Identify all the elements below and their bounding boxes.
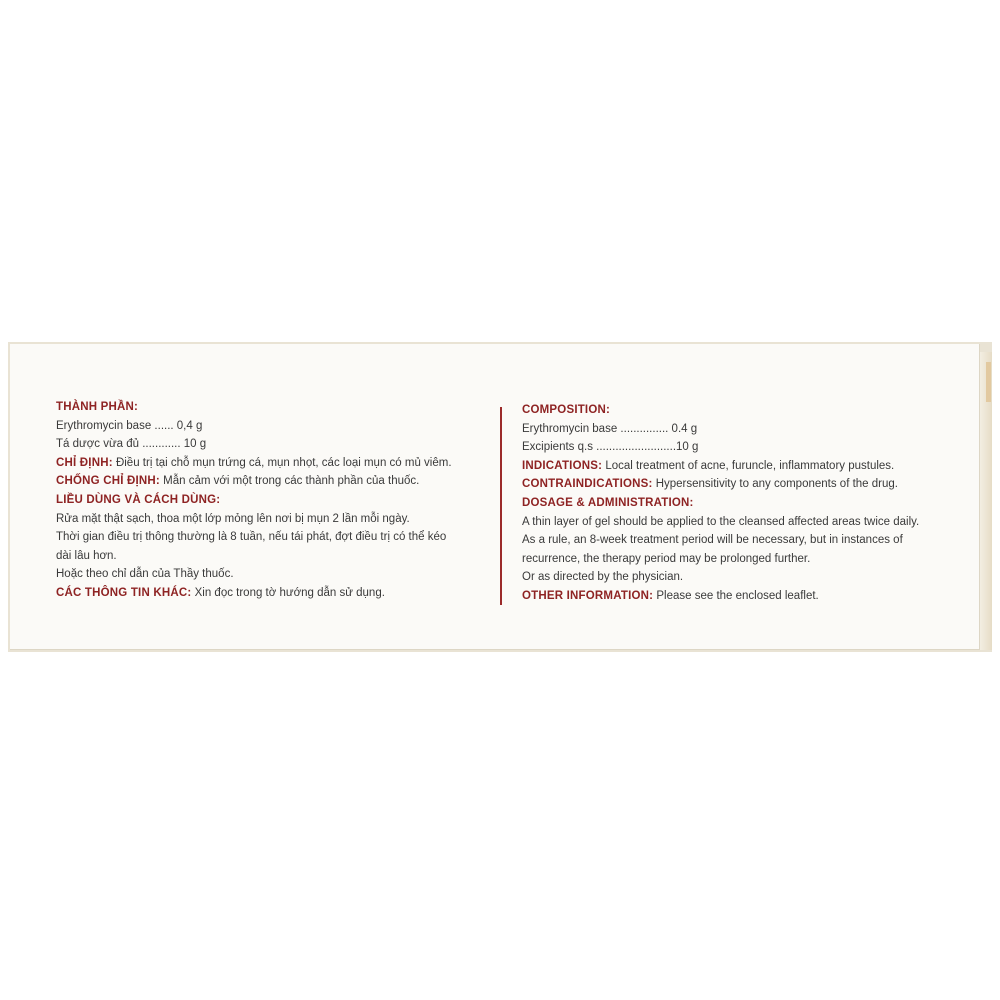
dosage-line-4: Or as directed by the physician. — [522, 571, 684, 584]
indications-text: Local treatment of acne, furuncle, inflammatory pustules. — [602, 459, 895, 472]
lieu-dung-line-3: dài lâu hơn. — [56, 549, 117, 562]
vi-ingredient-2: Tá dược vừa đủ ............ 10 g — [56, 438, 207, 451]
chong-chi-dinh-text: Mẫn cảm với một trong các thành phần của thuốc. — [159, 475, 420, 488]
other-info-text: Please see the enclosed leaflet. — [653, 589, 819, 602]
vietnamese-column — [56, 398, 496, 603]
composition-heading: COMPOSITION: — [522, 404, 611, 416]
indications-row — [522, 457, 942, 476]
chi-dinh-row — [56, 454, 496, 473]
column-divider — [500, 407, 502, 605]
dosage-line-1: A thin layer of gel should be applied to the cleansed affected areas twice daily. — [522, 515, 920, 528]
chong-chi-dinh-row — [56, 472, 496, 491]
box-side-strip — [986, 362, 991, 402]
lieu-dung-line-2: Thời gian điều trị thông thường là 8 tuần, nếu tái phát, đợt điều trị có thể kéo — [56, 531, 447, 544]
chi-dinh-text: Điều trị tại chỗ mụn trứng cá, mụn nhọt, các loại mụn có mủ viêm. — [112, 456, 452, 469]
indications-heading: INDICATIONS: — [522, 459, 603, 472]
thong-tin-heading: CÁC THÔNG TIN KHÁC: — [56, 586, 192, 599]
dosage-line-3: recurrence, the therapy period may be prolonged further. — [522, 552, 811, 565]
en-ingredient-2: Excipients q.s .........................10 g — [522, 441, 699, 454]
en-ingredient-1: Erythromycin base ............... 0.4 g — [522, 422, 698, 435]
other-info-heading: OTHER INFORMATION: — [522, 589, 654, 602]
contraindications-text: Hypersensitivity to any components of the drug. — [652, 478, 898, 491]
chong-chi-dinh-heading: CHỐNG CHỈ ĐỊNH: — [56, 475, 160, 488]
lieu-dung-line-1: Rửa mặt thật sạch, thoa một lớp mỏng lên nơi bị mụn 2 lần mỗi ngày. — [56, 512, 410, 525]
chi-dinh-heading: CHỈ ĐỊNH: — [56, 456, 113, 469]
thanh-phan-heading: THÀNH PHẦN: — [56, 401, 139, 413]
english-column — [522, 401, 942, 606]
thong-tin-row — [56, 584, 496, 603]
dosage-heading: DOSAGE & ADMINISTRATION: — [522, 496, 694, 509]
lieu-dung-line-4: Hoặc theo chỉ dẫn của Thầy thuốc. — [56, 568, 234, 581]
vi-ingredient-1: Erythromycin base ...... 0,4 g — [56, 419, 203, 432]
other-info-row — [522, 587, 942, 606]
contraindications-heading: CONTRAINDICATIONS: — [522, 478, 653, 491]
contraindications-row — [522, 475, 942, 494]
thong-tin-text: Xin đọc trong tờ hướng dẫn sử dụng. — [191, 586, 385, 599]
lieu-dung-heading: LIỀU DÙNG VÀ CÁCH DÙNG: — [56, 493, 221, 506]
dosage-line-2: As a rule, an 8-week treatment period will be necessary, but in instances of — [522, 534, 903, 547]
